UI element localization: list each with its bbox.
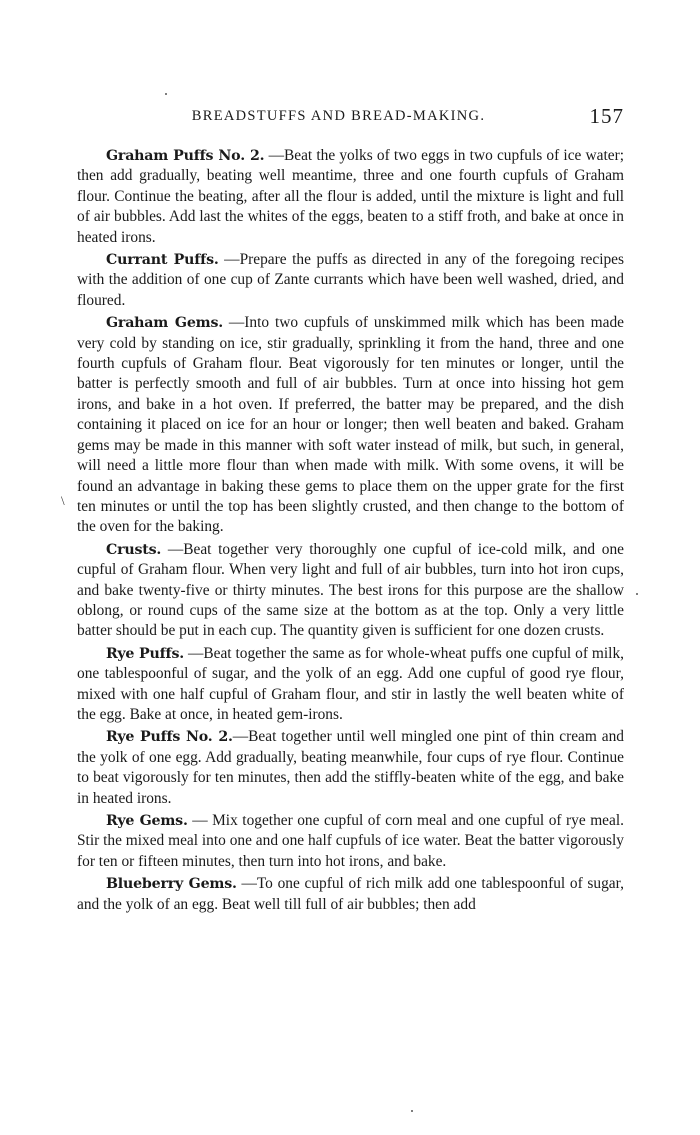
page-body <box>77 146 624 917</box>
print-speck <box>636 593 638 595</box>
recipe-text: Beat together the same as for whole-wheat puffs one cupful of milk, one tablespoonful of sugar, and the yolk of an egg. Add one cupful of good rye flour, mixed with one half cupful of Graham flour, and stir in lastly the well beaten white of the egg. Bake at once, in heated gem-irons. <box>77 644 624 723</box>
recipe-title: Blueberry Gems. <box>106 876 237 893</box>
em-dash: — <box>224 251 240 269</box>
em-dash: — <box>268 147 284 164</box>
recipe-title: Rye Puffs No. 2. <box>106 729 233 746</box>
recipe-title: Graham Puffs No. 2. <box>106 148 265 164</box>
recipe-text: Into two cupfuls of unskimmed milk which has been made very cold by standing on ice, stir gradually, sprinkling it from the hand, three and one fourth cupfuls of Graham flour. Beat vigorously for ten minutes or longer, until the batter is perfectly smooth and full of air bubbles. Turn at once into hissing hot gem irons, and bake in a hot oven. If preferred, the batter may be prepared, and the dish containing it placed on ice for an hour or longer; then well beaten and baked. Graham gems may be made in this manner with soft water instead of milk, but such, in general, will need a little more flour than when made with milk. With some ovens, it will be found an advantage in baking these gems to place them on the upper grate for the first ten minutes or until the top has been slightly crusted, and then change to the bottom of the oven for the baking. <box>77 314 624 536</box>
em-dash: — <box>228 314 245 332</box>
recipe-text: Mix together one cupful of corn meal and one cupful of rye meal. Stir the mixed meal into one and one half cupfuls of ice water. Beat the batter vigorously for ten or fifteen minutes, then turn into hot irons, and bake. <box>77 812 624 870</box>
recipe-blueberry-gems <box>77 874 624 915</box>
em-dash: — <box>241 875 257 893</box>
em-dash: — <box>232 728 249 746</box>
recipe-graham-puffs-no-2 <box>77 146 624 248</box>
recipe-text: Prepare the puffs as directed in any of the foregoing recipes with the addition of one cup of Zante currants which have been well washed, dried, and floured. <box>77 251 624 309</box>
recipe-rye-puffs <box>77 644 624 726</box>
recipe-title: Graham Gems. <box>106 315 223 332</box>
recipe-crusts <box>77 540 624 642</box>
em-dash: — <box>192 812 208 829</box>
page-header <box>77 106 624 130</box>
recipe-rye-puffs-no-2 <box>77 727 624 809</box>
recipe-currant-puffs <box>77 250 624 311</box>
recipe-text: Beat the yolks of two eggs in two cupfuls of ice water; then add gradually, beating well meantime, three and one fourth cupfuls of Graham flour. Continue the beating, after all the flour is added, until the mixture is light and full of air bubbles. Add last the whites of the eggs, beaten to a stiff froth, and bake at once in heated irons. <box>77 147 624 246</box>
em-dash: — <box>187 644 204 662</box>
running-head: BREADSTUFFS AND BREAD-MAKING. <box>191 108 486 124</box>
margin-mark: \ <box>61 493 65 508</box>
recipe-title: Crusts. <box>106 541 162 558</box>
recipe-text: To one cupful of rich milk add one tablespoonful of sugar, and the yolk of an egg. Beat well till full of air bubbles; then add <box>77 875 624 913</box>
recipe-graham-gems <box>77 313 624 537</box>
recipe-text: Beat together until well mingled one pint of thin cream and the yolk of one egg. Add gradually, beating meanwhile, four cups of rye flour. Continue to beat vigorously for ten minutes, then add the stiffly-beaten white of the egg, and bake in heated irons. <box>77 728 624 807</box>
recipe-title: Rye Puffs. <box>106 645 184 662</box>
em-dash: — <box>167 540 184 558</box>
recipe-rye-gems <box>77 811 624 872</box>
page-number: 157 <box>589 104 624 128</box>
recipe-title: Currant Puffs. <box>106 252 219 269</box>
print-speck <box>165 93 167 95</box>
recipe-text: Beat together very thoroughly one cupful of ice-cold milk, and one cupful of Graham flour. When very light and full of air bubbles, turn into hot iron cups, and bake twenty-five or thirty minutes. The best irons for this purpose are the shallow oblong, or round cups of the same size at the bottom as at the top. Only a very little batter should be put in each cup. The quantity given is sufficient for one dozen crusts. <box>77 540 624 640</box>
recipe-title: Rye Gems. <box>106 813 188 829</box>
print-speck <box>411 1110 413 1112</box>
